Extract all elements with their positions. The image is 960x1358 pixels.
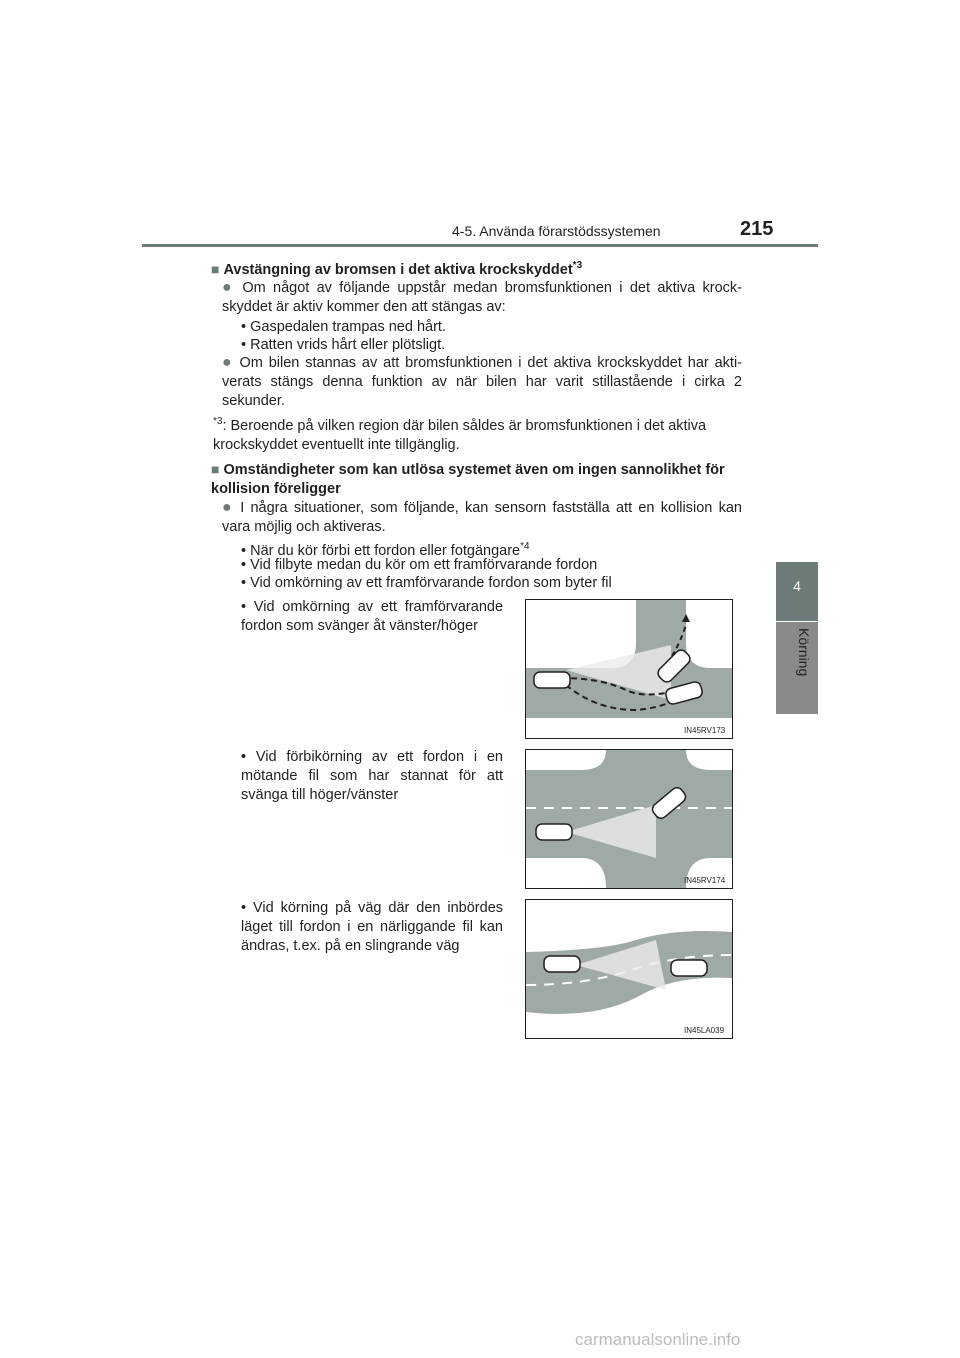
page-number: 215 — [740, 218, 774, 240]
turning-scene — [526, 600, 732, 738]
section2-sub5: • Vid förbikörning av ett fordon i en mötande fil som har stannat för att svänga till höger/vänster — [241, 749, 503, 803]
car-icon — [536, 824, 572, 840]
section2-sub6: • Vid körning på väg där den inbördes läget till fordon i en närliggande fil kan ändras, t.ex. på en slingrande väg — [241, 900, 504, 954]
figure-oncoming-vehicle — [525, 749, 733, 889]
section2-sub4: • Vid omkörning av ett framförvarande fordon som svänger åt vänster/höger — [241, 599, 504, 634]
circle-bullet-icon: ● — [222, 499, 234, 516]
chapter-number: 4 — [793, 578, 801, 594]
section2-sub3: • Vid omkörning av ett framförvarande fordon som byter fil — [241, 575, 612, 591]
car-icon — [534, 672, 570, 688]
figure-curved-road — [525, 899, 733, 1039]
figure-code: IN45RV174 — [684, 876, 726, 885]
section2-heading: ■ Omständigheter som kan utlösa systemet även om ingen sannolikhet för kollision föreligger — [211, 461, 725, 497]
watermark: carmanualsonline.info — [575, 1330, 741, 1349]
figure-code: IN45LA039 — [684, 1026, 725, 1035]
figure-turning-vehicle — [525, 599, 733, 739]
section2-sub1: • När du kör förbi ett fordon eller fotgängare$^{*4}$ — [241, 541, 530, 559]
section1-sub1: • Gaspedalen trampas ned hårt. — [241, 319, 446, 335]
section1-bullet1: ● Om något av följande uppstår medan bromsfunktionen i det aktiva krock-skyddet är aktiv kommer den att stängas av: — [222, 279, 742, 315]
section1-sub2: • Ratten vrids hårt eller plötsligt. — [241, 337, 446, 353]
curve-scene — [526, 900, 732, 1038]
car-icon — [671, 960, 707, 976]
header-rule — [142, 244, 818, 247]
oncoming-scene — [526, 750, 732, 888]
figure-code: IN45RV173 — [684, 726, 726, 735]
section2-bullet1: ● I några situationer, som följande, kan sensorn fastställa att en kollision kan vara möjlig och aktiveras. — [222, 499, 742, 535]
section1-heading: ■ Avstängning av bromsen i det aktiva krockskyddet$^{*3}$ — [211, 260, 583, 278]
circle-bullet-icon: ● — [222, 279, 235, 296]
circle-bullet-icon: ● — [222, 354, 234, 371]
section2-sub2: • Vid filbyte medan du kör om ett framförvarande fordon — [241, 557, 598, 573]
square-bullet-icon: ■ — [211, 461, 220, 477]
footnote-3: $^{*3}$: Beroende på vilken region där bilen såldes är bromsfunktionen i det aktiva krockskyddet eventuellt inte tillgänglig. — [213, 416, 707, 453]
section1-bullet2: ● Om bilen stannas av att bromsfunktionen i det aktiva krockskyddet har akti-verats stängs denna funktion av när bilen har varit stillastående i cirka 2 sekunder. — [222, 354, 742, 409]
car-icon — [544, 956, 580, 972]
section-title: 4-5. Använda förarstödssystemen — [452, 223, 661, 239]
chapter-label: Körning — [796, 628, 812, 677]
square-bullet-icon: ■ — [211, 260, 220, 277]
